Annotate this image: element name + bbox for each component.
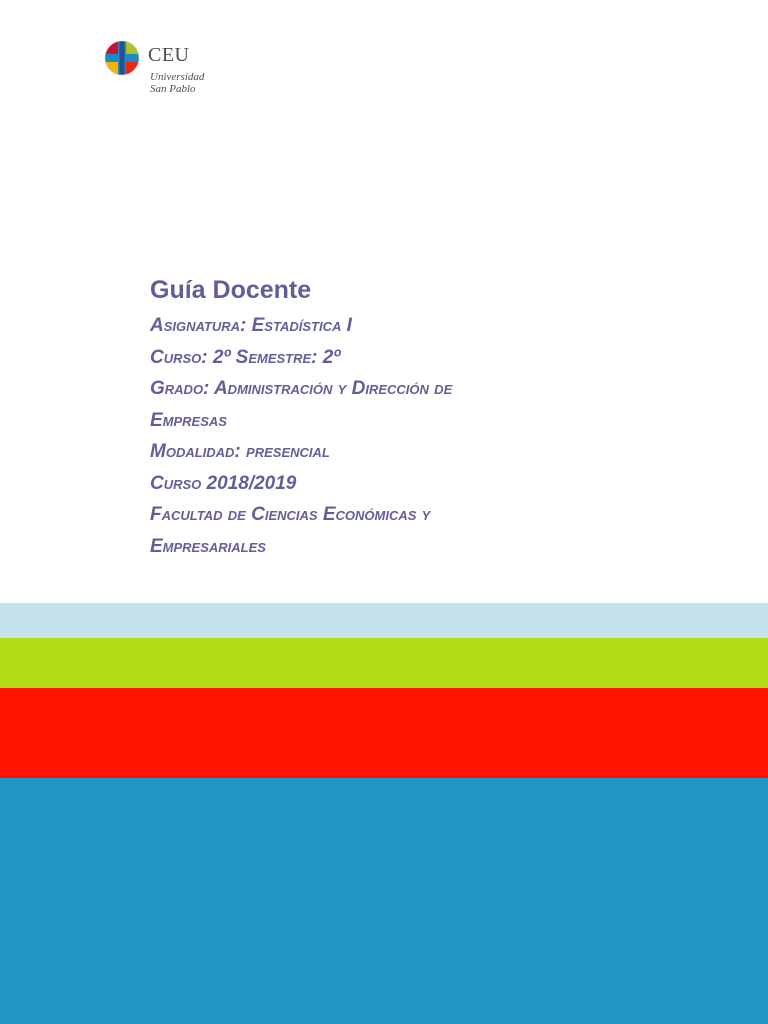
cover-text bbox=[150, 274, 620, 562]
degree-line-continued: Empresas bbox=[150, 409, 227, 431]
red-band bbox=[0, 688, 768, 778]
document-title: Guía Docente bbox=[150, 276, 312, 304]
logo-subtitle-line-2: San Pablo bbox=[150, 83, 196, 95]
green-band bbox=[0, 638, 768, 688]
logo-subtitle bbox=[150, 71, 204, 95]
ceu-emblem-icon bbox=[104, 40, 140, 76]
ceu-logo bbox=[98, 34, 224, 98]
light-blue-band bbox=[0, 603, 768, 638]
degree-line: Grado: Administración y Dirección de bbox=[150, 378, 453, 399]
academic-year-line: Curso 2018/2019 bbox=[150, 472, 297, 494]
subject-line: Asignatura: Estadística I bbox=[150, 315, 352, 336]
faculty-line: Facultad de Ciencias Económicas y bbox=[150, 504, 431, 525]
course-semester-line: Curso: 2º Semestre: 2º bbox=[150, 346, 341, 368]
logo-name: CEU bbox=[148, 44, 190, 66]
faculty-line-continued: Empresariales bbox=[150, 535, 266, 557]
modality-line: Modalidad: presencial bbox=[150, 441, 330, 462]
blue-band bbox=[0, 778, 768, 1024]
logo-subtitle-line-1: Universidad bbox=[150, 71, 205, 83]
